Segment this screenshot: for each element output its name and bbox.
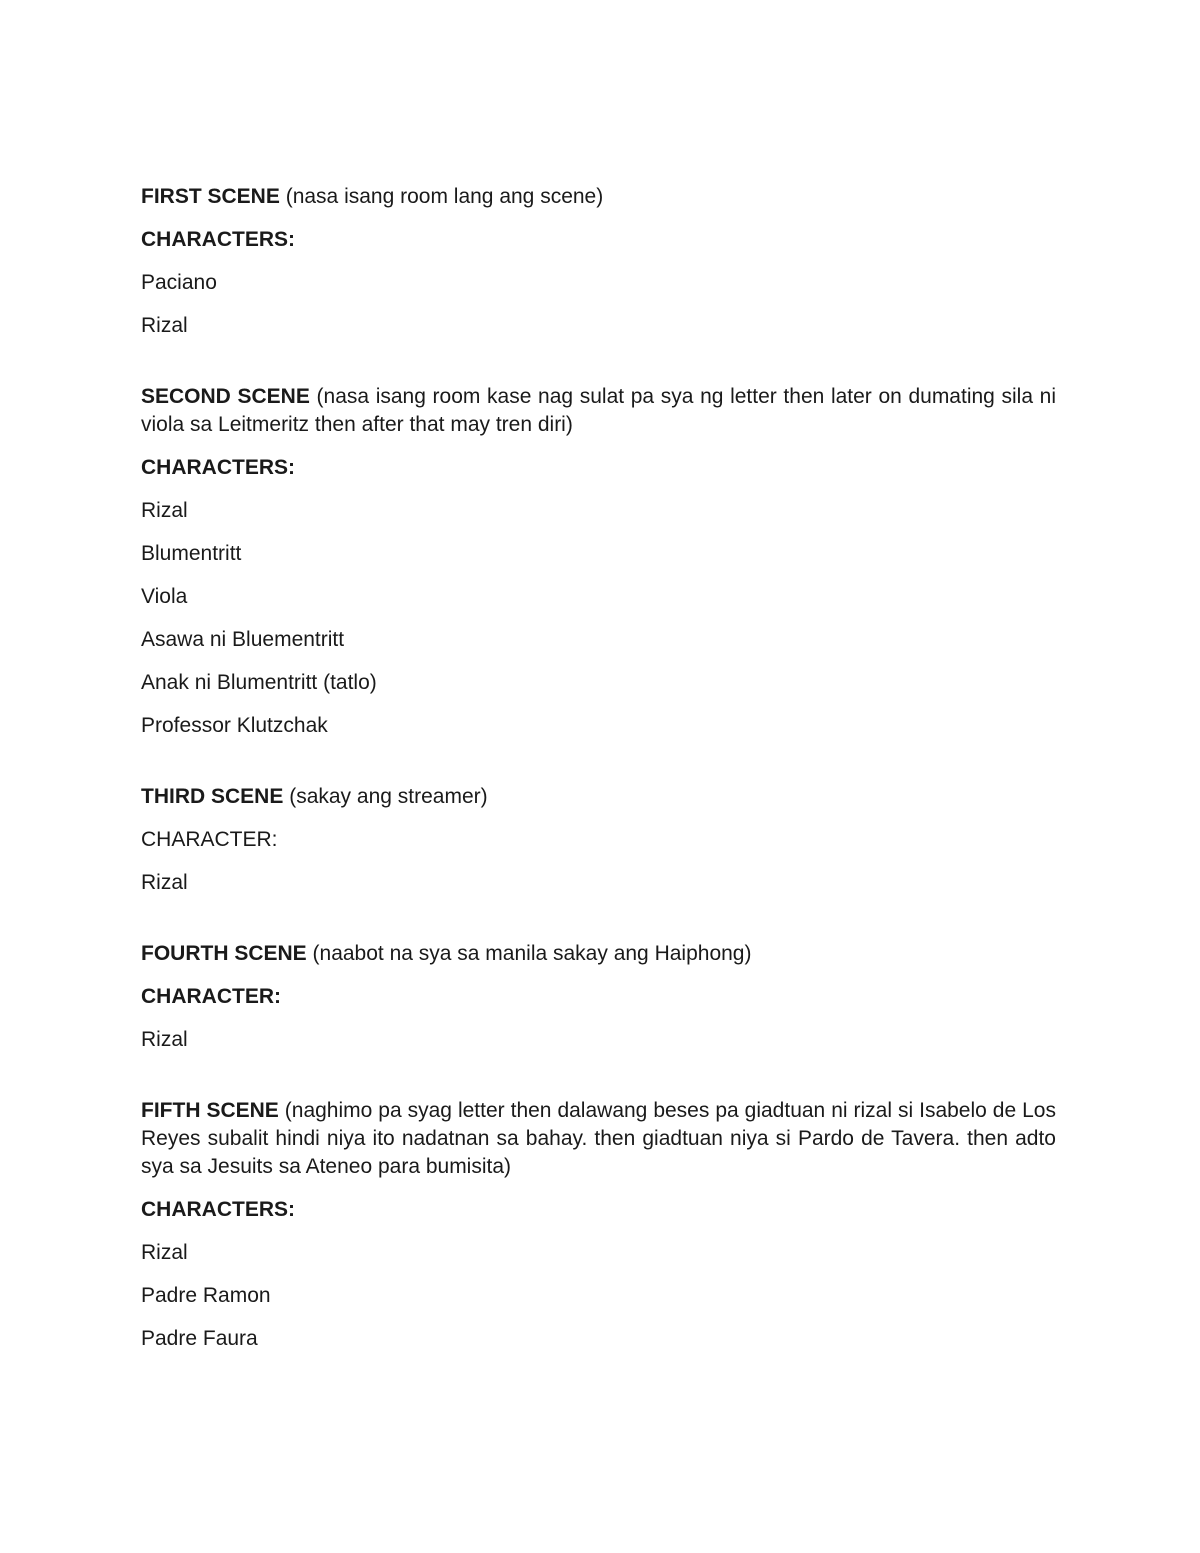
- characters-label: CHARACTERS:: [141, 228, 295, 251]
- document-page: [141, 183, 1056, 1368]
- character-item: Viola: [141, 585, 188, 608]
- character-item: Anak ni Blumentritt (tatlo): [141, 671, 377, 694]
- character-item: Rizal: [141, 314, 188, 337]
- character-list: [141, 1239, 1056, 1353]
- character-item: Professor Klutzchak: [141, 714, 328, 737]
- scene-heading: [141, 383, 1056, 439]
- characters-label: CHARACTERS:: [141, 1198, 295, 1221]
- character-list: [141, 497, 1056, 740]
- character-item: Rizal: [141, 871, 188, 894]
- scene-title: SECOND SCENE: [141, 385, 310, 408]
- scene-3: [141, 783, 1056, 897]
- scene-description: (nasa isang room kase nag sulat pa sya ng letter then later on dumating sila ni viola sa Leitmeritz then after that may tren diri): [141, 385, 1057, 436]
- scene-title: FIRST SCENE: [141, 185, 280, 208]
- characters-label: CHARACTER:: [141, 985, 281, 1008]
- characters-label: CHARACTER:: [141, 828, 278, 851]
- character-item: Padre Faura: [141, 1327, 258, 1350]
- scene-description: (nasa isang room lang ang scene): [285, 185, 604, 208]
- character-item: Paciano: [141, 271, 217, 294]
- scene-description: (naghimo pa syag letter then dalawang beses pa giadtuan ni rizal si Isabelo de Los Reyes subalit hindi niya ito nadatnan sa bahay. then giadtuan niya si Pardo de Tavera. then adto sya sa Jesuits sa Ateneo para bumisita): [141, 1099, 1056, 1178]
- scene-title: FOURTH SCENE: [141, 942, 307, 965]
- scene-5: [141, 1097, 1056, 1353]
- character-item: Rizal: [141, 1241, 188, 1264]
- scene-heading: [141, 940, 1056, 968]
- scene-heading: [141, 783, 1056, 811]
- scene-title: THIRD SCENE: [141, 785, 284, 808]
- scene-description: (sakay ang streamer): [289, 785, 488, 808]
- character-list: [141, 869, 1056, 897]
- character-list: [141, 1026, 1056, 1054]
- scene-heading: [141, 183, 1056, 211]
- character-item: Rizal: [141, 499, 188, 522]
- scene-description: (naabot na sya sa manila sakay ang Haiphong): [312, 942, 752, 965]
- scene-4: [141, 940, 1056, 1054]
- scene-1: [141, 183, 1056, 340]
- character-item: Blumentritt: [141, 542, 242, 565]
- characters-label: CHARACTERS:: [141, 456, 295, 479]
- character-item: Rizal: [141, 1028, 188, 1051]
- character-item: Padre Ramon: [141, 1284, 271, 1307]
- scene-title: FIFTH SCENE: [141, 1099, 279, 1122]
- character-item: Asawa ni Bluementritt: [141, 628, 345, 651]
- scene-2: [141, 383, 1056, 740]
- scene-heading: [141, 1097, 1056, 1181]
- character-list: [141, 269, 1056, 340]
